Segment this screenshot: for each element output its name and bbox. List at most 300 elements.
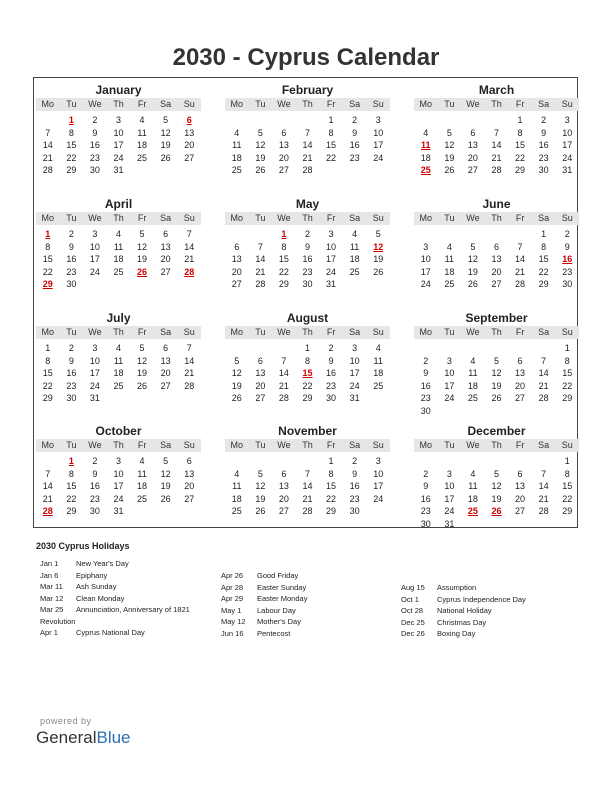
day-cell: 2: [423, 468, 429, 479]
empty-cell: [414, 114, 438, 127]
day-cell: 13: [160, 355, 171, 366]
empty-cell: [461, 342, 485, 355]
day-cell: 29: [66, 165, 77, 175]
day-cell: 26: [444, 165, 455, 175]
weekday-label: Mo: [419, 440, 433, 450]
weekday-label: Fr: [326, 99, 336, 109]
day-cell: 13: [184, 127, 195, 138]
weekday-label: Th: [302, 440, 313, 450]
day-cell: 5: [493, 468, 499, 479]
day-cell: 9: [352, 127, 358, 138]
empty-cell: [508, 455, 532, 468]
empty-cell: [508, 342, 532, 355]
weekday-label: Tu: [444, 440, 455, 450]
day-cell: 11: [349, 241, 360, 252]
day-cell: 23: [349, 152, 360, 163]
day-cell: 18: [231, 152, 242, 163]
holiday-entry: [221, 593, 307, 605]
day-cell: 26: [467, 279, 478, 289]
weekday-header: [36, 212, 201, 225]
holiday-day-cell: 6: [186, 115, 192, 125]
day-cell: 31: [113, 506, 124, 516]
day-cell: 21: [491, 152, 502, 163]
day-cell: 5: [257, 127, 263, 138]
day-cell: 6: [257, 355, 263, 366]
day-cell: 7: [304, 468, 310, 479]
holiday-entry: [221, 570, 307, 582]
weekday-label: Su: [561, 327, 573, 337]
holiday-name: Good Friday: [257, 571, 299, 580]
day-cell: 6: [163, 343, 169, 353]
day-cell: 29: [326, 506, 337, 516]
day-cell: 19: [373, 254, 384, 264]
day-cell: 26: [255, 165, 266, 175]
day-cell: 8: [45, 355, 51, 366]
weekday-label: Tu: [255, 213, 266, 223]
holiday-day-cell: 26: [137, 266, 148, 277]
day-cell: 3: [375, 115, 381, 125]
holiday-day-cell: 28: [184, 266, 195, 277]
day-cell: 26: [137, 380, 148, 391]
day-cell: 3: [328, 229, 334, 239]
month-name: February: [281, 83, 334, 97]
day-cell: 14: [184, 241, 195, 252]
day-cell: 24: [113, 152, 124, 163]
day-cell: 3: [352, 343, 358, 353]
day-cell: 22: [562, 380, 573, 391]
day-cell: 12: [160, 468, 171, 479]
day-cell: 17: [420, 266, 431, 277]
day-cell: 14: [538, 481, 549, 491]
day-cell: 16: [349, 140, 360, 150]
day-cell: 7: [45, 127, 51, 138]
day-cell: 27: [278, 165, 289, 175]
day-cell: 20: [278, 152, 289, 163]
month-name: August: [286, 311, 329, 325]
day-cell: 14: [42, 140, 53, 150]
weekday-label: We: [277, 327, 291, 337]
weekday-label: Fr: [515, 327, 525, 337]
day-grid: [414, 228, 579, 291]
month-name: July: [106, 311, 131, 325]
day-cell: 24: [326, 266, 337, 277]
day-cell: 4: [234, 127, 240, 138]
day-cell: 4: [115, 343, 121, 353]
weekday-label: Mo: [419, 99, 433, 109]
day-cell: 10: [113, 468, 124, 479]
day-cell: 11: [232, 481, 242, 491]
day-cell: 27: [184, 152, 195, 163]
day-cell: 17: [113, 140, 124, 150]
day-cell: 23: [89, 493, 100, 504]
day-cell: 12: [160, 127, 171, 138]
day-cell: 15: [562, 368, 573, 378]
day-cell: 12: [137, 355, 148, 366]
day-grid: [414, 114, 579, 177]
day-cell: 28: [184, 380, 195, 391]
weekday-header: [225, 439, 390, 452]
day-cell: 12: [255, 481, 266, 491]
day-cell: 11: [468, 481, 478, 491]
holiday-day-cell: 25: [467, 506, 478, 516]
day-cell: 8: [517, 127, 523, 138]
weekday-label: Sa: [538, 327, 550, 337]
weekday-label: Mo: [230, 99, 244, 109]
weekday-header: [36, 326, 201, 339]
day-cell: 23: [420, 506, 431, 516]
day-cell: 30: [302, 279, 313, 289]
day-cell: 6: [163, 229, 169, 239]
day-cell: 20: [184, 140, 195, 150]
weekday-label: Sa: [538, 99, 550, 109]
holiday-name: Ash Sunday: [76, 582, 117, 591]
day-cell: 5: [139, 229, 145, 239]
empty-cell: [438, 114, 462, 127]
month-name: December: [467, 424, 526, 438]
holiday-entry: [401, 605, 526, 617]
day-cell: 20: [278, 493, 289, 504]
empty-cell: [532, 342, 556, 355]
weekday-header: [225, 326, 390, 339]
day-cell: 15: [538, 254, 549, 264]
empty-cell: [508, 228, 532, 241]
empty-cell: [272, 342, 296, 355]
day-cell: 11: [468, 368, 478, 378]
day-cell: 5: [234, 355, 240, 366]
day-cell: 8: [328, 127, 334, 138]
day-cell: 25: [467, 393, 478, 403]
day-cell: 3: [92, 343, 98, 353]
weekday-label: Fr: [137, 440, 147, 450]
day-cell: 23: [302, 266, 313, 277]
weekday-label: Fr: [137, 213, 147, 223]
day-cell: 25: [231, 506, 242, 516]
day-grid: [414, 342, 579, 417]
day-cell: 13: [491, 254, 502, 264]
month-name: November: [278, 424, 337, 438]
weekday-label: Su: [183, 99, 195, 109]
weekday-label: Sa: [160, 99, 172, 109]
day-cell: 20: [160, 254, 171, 264]
day-cell: 30: [89, 165, 100, 175]
day-cell: 16: [420, 380, 431, 391]
holiday-date: Mar 12: [40, 593, 64, 603]
day-cell: 14: [42, 481, 53, 491]
day-cell: 26: [373, 266, 384, 277]
day-cell: 7: [304, 127, 310, 138]
holiday-name: Epiphany: [76, 570, 108, 580]
day-cell: 1: [328, 456, 334, 466]
weekday-label: Mo: [41, 440, 55, 450]
day-cell: 1: [304, 343, 310, 353]
weekday-label: We: [466, 213, 480, 223]
weekday-label: Sa: [160, 440, 172, 450]
day-cell: 26: [160, 152, 171, 163]
day-cell: 9: [68, 241, 74, 252]
empty-cell: [225, 228, 249, 241]
weekday-label: Mo: [230, 440, 244, 450]
day-grid: [225, 114, 390, 177]
day-cell: 20: [515, 380, 526, 391]
day-cell: 29: [515, 165, 526, 175]
empty-cell: [438, 228, 462, 241]
day-cell: 31: [349, 393, 360, 403]
holiday-date: Jan 1: [40, 559, 59, 568]
day-cell: 26: [160, 493, 171, 504]
empty-cell: [225, 342, 249, 355]
day-cell: 7: [493, 127, 499, 138]
day-cell: 16: [89, 140, 100, 150]
holiday-name: New Year's Day: [76, 559, 129, 568]
brand-blue: Blue: [96, 728, 131, 747]
month-march: [414, 82, 579, 177]
day-cell: 18: [444, 266, 455, 277]
day-cell: 19: [231, 380, 242, 391]
day-cell: 18: [113, 254, 124, 264]
day-cell: 9: [564, 241, 570, 252]
holiday-entry: [221, 605, 307, 617]
weekday-label: Sa: [349, 213, 361, 223]
holiday-day-cell: 25: [420, 165, 431, 175]
weekday-label: We: [88, 213, 102, 223]
day-cell: 10: [349, 355, 360, 366]
day-cell: 10: [373, 468, 384, 479]
day-cell: 27: [467, 165, 478, 175]
month-april: [36, 196, 201, 291]
day-cell: 16: [349, 481, 360, 491]
day-cell: 5: [139, 343, 145, 353]
holiday-entry: [40, 593, 190, 605]
empty-cell: [438, 342, 462, 355]
day-cell: 13: [255, 368, 266, 378]
day-cell: 5: [163, 456, 169, 466]
day-cell: 24: [349, 380, 360, 391]
day-cell: 2: [541, 115, 547, 125]
day-cell: 4: [470, 355, 476, 366]
day-cell: 11: [113, 241, 124, 252]
day-cell: 10: [326, 241, 337, 252]
day-cell: 19: [255, 152, 266, 163]
day-cell: 22: [326, 152, 337, 163]
day-cell: 4: [423, 127, 429, 138]
day-cell: 21: [255, 266, 266, 277]
day-cell: 28: [538, 393, 549, 403]
month-january: [36, 82, 201, 177]
holiday-date: Aug 15: [401, 583, 425, 592]
holiday-name: Christmas Day: [437, 617, 487, 627]
empty-cell: [461, 228, 485, 241]
day-cell: 8: [564, 355, 570, 366]
weekday-label: Th: [113, 213, 124, 223]
day-cell: 4: [139, 456, 145, 466]
holiday-name: Easter Sunday: [257, 582, 307, 592]
day-cell: 31: [562, 165, 573, 175]
day-cell: 26: [255, 506, 266, 516]
holiday-name: Easter Monday: [257, 594, 308, 603]
day-cell: 24: [373, 493, 384, 504]
day-cell: 8: [281, 241, 287, 252]
weekday-label: We: [466, 327, 480, 337]
day-cell: 24: [444, 506, 455, 516]
day-cell: 9: [352, 468, 358, 479]
day-cell: 16: [66, 368, 77, 378]
weekday-label: Mo: [41, 327, 55, 337]
day-cell: 10: [373, 127, 384, 138]
holiday-name: National Holiday: [437, 606, 492, 615]
holiday-date: Dec 25: [401, 617, 425, 627]
day-cell: 19: [491, 380, 502, 391]
day-cell: 3: [564, 115, 570, 125]
weekday-label: Su: [183, 327, 195, 337]
weekday-label: Tu: [444, 213, 455, 223]
weekday-label: Sa: [349, 440, 361, 450]
day-cell: 27: [160, 266, 171, 277]
day-cell: 23: [349, 493, 360, 504]
day-cell: 5: [257, 468, 263, 479]
day-cell: 29: [278, 279, 289, 289]
day-cell: 28: [255, 279, 266, 289]
generalblue-logo[interactable]: [36, 728, 131, 748]
day-cell: 9: [304, 241, 310, 252]
day-cell: 21: [515, 266, 526, 277]
day-cell: 25: [137, 493, 148, 504]
month-name: October: [95, 424, 142, 438]
weekday-label: Su: [372, 99, 384, 109]
weekday-label: Fr: [137, 99, 147, 109]
day-cell: 25: [113, 266, 124, 277]
weekday-label: Tu: [255, 440, 266, 450]
day-cell: 28: [302, 506, 313, 516]
weekday-label: Sa: [160, 327, 172, 337]
weekday-header: [414, 212, 579, 225]
empty-cell: [485, 342, 509, 355]
day-cell: 30: [89, 506, 100, 516]
day-cell: 20: [467, 152, 478, 163]
day-cell: 7: [517, 241, 523, 252]
holiday-date: Apr 1: [40, 628, 58, 637]
holiday-name: Cyprus National Day: [76, 628, 145, 637]
weekday-label: Tu: [255, 99, 266, 109]
day-cell: 30: [326, 393, 337, 403]
day-cell: 16: [326, 368, 337, 378]
day-cell: 18: [373, 368, 384, 378]
day-cell: 23: [420, 393, 431, 403]
weekday-label: Fr: [326, 327, 336, 337]
day-cell: 28: [42, 165, 53, 175]
weekday-label: Th: [113, 99, 124, 109]
weekday-label: We: [88, 440, 102, 450]
day-cell: 30: [562, 279, 573, 289]
holiday-entry: [40, 581, 190, 593]
holiday-date: Dec 26: [401, 629, 425, 638]
month-february: [225, 82, 390, 177]
day-cell: 4: [115, 229, 121, 239]
day-cell: 9: [92, 468, 98, 479]
day-cell: 30: [66, 279, 77, 289]
day-cell: 11: [137, 127, 147, 138]
day-cell: 2: [352, 115, 358, 125]
empty-cell: [225, 455, 249, 468]
empty-cell: [249, 228, 273, 241]
month-september: [414, 310, 579, 417]
day-cell: 10: [113, 127, 124, 138]
day-cell: 29: [302, 393, 313, 403]
weekday-label: Fr: [326, 213, 336, 223]
weekday-label: Su: [561, 440, 573, 450]
day-cell: 17: [113, 481, 124, 491]
day-cell: 14: [491, 140, 502, 150]
day-cell: 15: [515, 140, 526, 150]
day-cell: 8: [328, 468, 334, 479]
day-cell: 1: [45, 343, 51, 353]
day-cell: 6: [281, 468, 287, 479]
day-cell: 2: [92, 456, 98, 466]
weekday-header: [414, 326, 579, 339]
day-cell: 19: [137, 254, 148, 264]
day-cell: 22: [515, 152, 526, 163]
weekday-label: We: [466, 99, 480, 109]
day-cell: 18: [467, 493, 478, 504]
weekday-label: Fr: [137, 327, 147, 337]
day-cell: 15: [326, 140, 337, 150]
holiday-date: Apr 29: [221, 594, 244, 603]
day-cell: 1: [517, 115, 523, 125]
day-cell: 15: [42, 254, 53, 264]
holiday-date: Jun 16: [221, 628, 244, 638]
day-cell: 21: [302, 152, 313, 163]
holiday-entry: [40, 604, 190, 616]
weekday-label: Mo: [41, 99, 55, 109]
weekday-label: Tu: [255, 327, 266, 337]
empty-cell: [296, 455, 320, 468]
empty-cell: [36, 455, 60, 468]
holiday-day-cell: 28: [42, 506, 53, 516]
holiday-date: May 1: [221, 605, 242, 615]
day-cell: 23: [66, 380, 77, 391]
day-cell: 15: [66, 481, 77, 491]
day-cell: 3: [446, 468, 452, 479]
day-cell: 27: [515, 393, 526, 403]
empty-cell: [249, 455, 273, 468]
weekday-label: Mo: [230, 327, 244, 337]
weekday-label: Th: [491, 327, 502, 337]
day-cell: 23: [326, 380, 337, 391]
weekday-label: Su: [183, 440, 195, 450]
holiday-name: Clean Monday: [76, 593, 125, 603]
day-cell: 3: [115, 456, 121, 466]
day-cell: 7: [186, 343, 192, 353]
weekday-label: Tu: [66, 213, 77, 223]
day-cell: 14: [255, 254, 266, 264]
day-cell: 16: [420, 493, 431, 504]
day-cell: 29: [562, 506, 573, 516]
day-cell: 18: [231, 493, 242, 504]
day-cell: 7: [257, 241, 263, 252]
day-cell: 19: [160, 140, 171, 150]
day-cell: 4: [375, 343, 381, 353]
empty-cell: [272, 114, 296, 127]
weekday-label: We: [277, 440, 291, 450]
day-cell: 24: [444, 393, 455, 403]
day-cell: 10: [444, 481, 455, 491]
day-grid: [36, 342, 201, 405]
weekday-label: Su: [372, 440, 384, 450]
day-cell: 2: [92, 115, 98, 125]
day-cell: 24: [89, 266, 100, 277]
holiday-date: Mar 11: [40, 582, 63, 591]
day-cell: 14: [184, 355, 195, 366]
holiday-name: Pentecost: [257, 628, 291, 638]
